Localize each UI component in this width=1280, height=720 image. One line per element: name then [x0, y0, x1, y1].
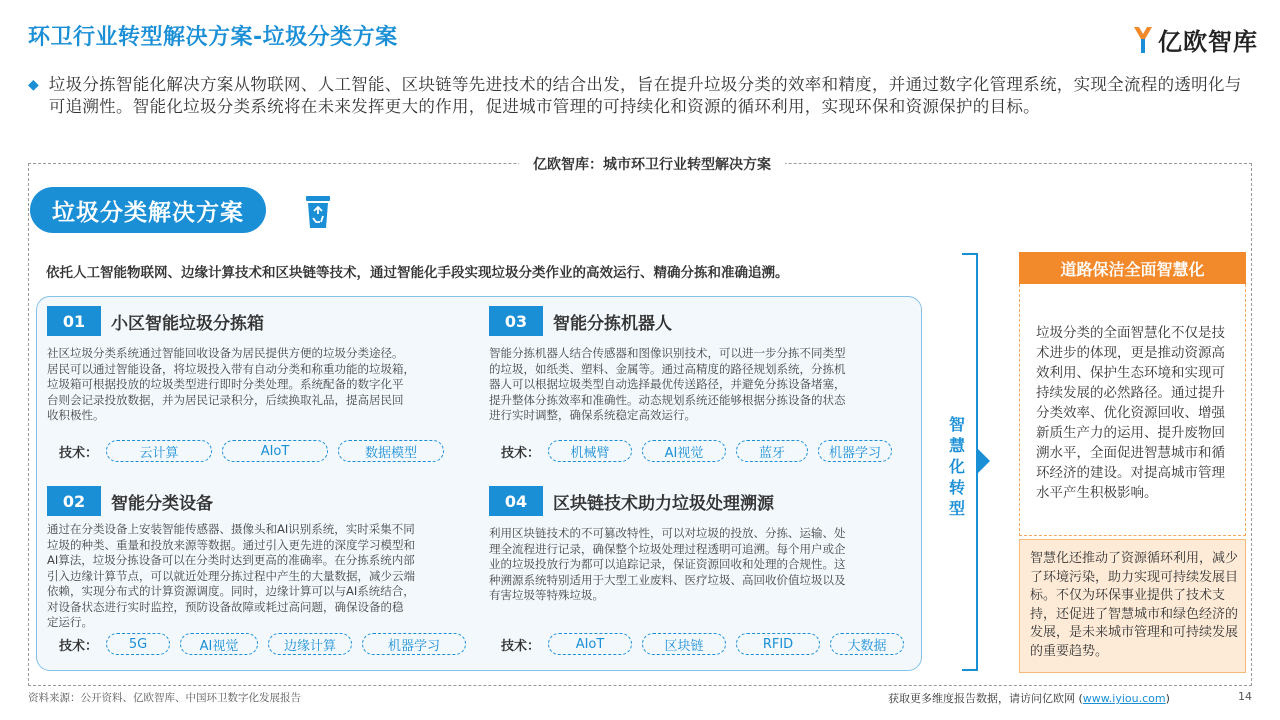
right-panel-highlight-text: 智慧化还推动了资源循环利用，减少了环境污染，助力实现可持续发展目标。不仅为环保事业提供了技术支持，还促进了智慧城市和绿色经济的发展，是未来城市管理和可持续发展的重要趋势。	[1030, 551, 1239, 659]
tech-tag: 蓝牙	[736, 440, 808, 462]
card-number: 03	[489, 306, 543, 336]
tech-tag: 机器学习	[362, 633, 466, 655]
tech-row	[59, 440, 454, 462]
card-body-line: 提升整体分拣效率和准确性。动态规划系统还能够根据分拣设备的状态	[489, 392, 846, 407]
footer-more	[888, 690, 1170, 706]
tech-tag: 大数据	[830, 633, 904, 655]
source-note: 资料来源：公开资料、亿欧智库、中国环卫数字化发展报告	[28, 692, 301, 704]
tech-tag: RFID	[736, 633, 820, 655]
card-body-line: 台则会记录投放数据，并为居民记录积分，后续换取礼品，提高居民回	[47, 392, 404, 407]
tech-row	[59, 633, 476, 655]
card-body-line: 垃圾箱可根据投放的垃圾类型进行即时分类处理。系统配备的数字化平	[47, 377, 404, 391]
tech-tag: AI视觉	[642, 440, 726, 462]
page-number: 14	[1238, 690, 1252, 703]
tech-row	[501, 440, 902, 462]
recycle-bin-icon	[303, 194, 333, 230]
brand-logo	[1132, 22, 1258, 57]
logo-text: 亿欧智库	[1158, 28, 1258, 56]
card-body-line: 对设备状态进行实时监控，预防设备故障或耗过高问题，确保设备的稳	[47, 599, 404, 614]
intro-text: 垃圾分拣智能化解决方案从物联网、人工智能、区块链等先进技术的结合出发，旨在提升垃圾分类的效率和精度，并通过数字化管理系统，实现全流程的透明化与可追溯性。智能化垃圾分类系统将在未来发挥更大的作用，促进城市管理的可持续化和资源的循环利用，实现环保和资源保护的目标。	[48, 75, 1242, 116]
card-body-line: 通过在分类设备上安装智能传感器、摄像头和AI识别系统，实时采集不同	[47, 522, 415, 536]
tech-label: 技术：	[501, 638, 541, 654]
tech-tag: AIoT	[548, 633, 632, 655]
card-body-line: 收积极性。	[47, 408, 105, 422]
card-title: 小区智能垃圾分拣箱	[111, 314, 264, 334]
card-body-line: 业的垃圾投放行为都可以追踪记录，保证资源回收和处理的合规性。这	[489, 557, 846, 571]
card-body-line: 居民可以通过智能设备，将垃圾投入带有自动分类和称重功能的垃圾箱，	[47, 361, 415, 376]
tech-tag: 数据模型	[338, 440, 444, 462]
card-body-line: 有害垃圾等特殊垃圾。	[489, 588, 604, 602]
card-body-line: 垃圾的种类、重量和投放来源等数据。通过引入更先进的深度学习模型和	[47, 537, 415, 552]
card-body-line: 理全流程进行记录，确保整个垃圾处理过程透明可追溯。每个用户或企	[489, 541, 846, 556]
tech-label: 技术：	[59, 638, 99, 654]
card-number: 04	[489, 486, 543, 516]
tech-tag: AIoT	[222, 440, 328, 462]
card-body	[489, 526, 846, 604]
tech-tag: 边缘计算	[268, 633, 352, 655]
card-title: 智能分拣机器人	[553, 314, 672, 334]
card-body-line: 依赖，实现分布式的计算资源调度。同时，边缘计算可以与AI系统结合，	[47, 584, 415, 598]
arrow-right-icon	[978, 449, 990, 473]
page-title: 环卫行业转型解决方案-垃圾分类方案	[28, 25, 398, 50]
right-panel-heading: 道路保洁全面智慧化	[1019, 252, 1246, 284]
tech-tag: AI视觉	[180, 633, 258, 655]
card-title: 区块链技术助力垃圾处理溯源	[553, 494, 774, 514]
intro-paragraph	[28, 74, 1258, 118]
card-number: 01	[47, 306, 101, 336]
card-body	[47, 522, 415, 631]
tech-tag: 5G	[106, 633, 170, 655]
card-body-line: 器人可以根据垃圾类型自动选择最优传送路径，并避免分拣设备堵塞，	[489, 377, 846, 391]
card-body-line: 引入边缘计算节点，可以就近处理分拣过程中产生的大量数据，减少云端	[47, 568, 415, 583]
tech-tag: 机械臂	[548, 440, 632, 462]
card-body	[489, 346, 846, 424]
diamond-bullet-icon: ◆	[28, 77, 39, 93]
card-body-line: 定运行。	[47, 615, 93, 629]
frame-title: 亿欧智库：城市环卫行业转型解决方案	[519, 154, 785, 174]
card-body-line: 社区垃圾分类系统通过智能回收设备为居民提供方便的垃圾分类途径。	[47, 346, 404, 360]
transform-label: 智慧化转型	[948, 415, 965, 518]
tech-tag: 区块链	[642, 633, 726, 655]
tech-tag: 机器学习	[818, 440, 892, 462]
card-body-line: 利用区块链技术的不可篡改特性，可以对垃圾的投放、分拣、运输、处	[489, 526, 846, 540]
tech-tag: 云计算	[106, 440, 212, 462]
card-body-line: 的垃圾，如纸类、塑料、金属等。通过高精度的路径规划系统，分拣机	[489, 361, 846, 376]
footer-more-suffix: )	[1165, 692, 1170, 705]
iyiou-logo-icon	[1132, 25, 1154, 55]
solution-pill: 垃圾分类解决方案	[30, 187, 266, 233]
website-link[interactable]: www.iyiou.com	[1082, 692, 1166, 705]
card-body-line: 智能分拣机器人结合传感器和图像识别技术，可以进一步分拣不同类型	[489, 346, 846, 360]
solution-subtitle: 依托人工智能物联网、边缘计算技术和区块链等技术，通过智能化手段实现垃圾分类作业的高效运行、精确分拣和准确追溯。	[46, 265, 789, 281]
tech-label: 技术：	[59, 445, 99, 461]
card-body	[47, 346, 415, 424]
footer-more-prefix: 获取更多维度报告数据，请访问亿欧网 (	[888, 692, 1083, 705]
right-panel-text: 垃圾分类的全面智慧化不仅是技术进步的体现，更是推动资源高效利用、保护生态环境和实现可持续发展的必然路径。通过提升分类效率、优化资源回收、增强新质生产力的运用、提升废物回溯水平，全面促进智慧城市和循环经济的建设。对提高城市管理水平产生积极影响。	[1036, 325, 1225, 501]
card-title: 智能分类设备	[111, 494, 213, 514]
tech-row	[501, 633, 914, 655]
card-number: 02	[47, 486, 101, 516]
card-body-line: AI算法，垃圾分拣设备可以在分类时达到更高的准确率。在分拣系统内部	[47, 553, 415, 567]
card-body-line: 进行实时调整，确保系统稳定高效运行。	[489, 408, 696, 422]
card-body-line: 种溯源系统特别适用于大型工业废料、医疗垃圾、高回收价值垃圾以及	[489, 572, 846, 587]
tech-label: 技术：	[501, 445, 541, 461]
